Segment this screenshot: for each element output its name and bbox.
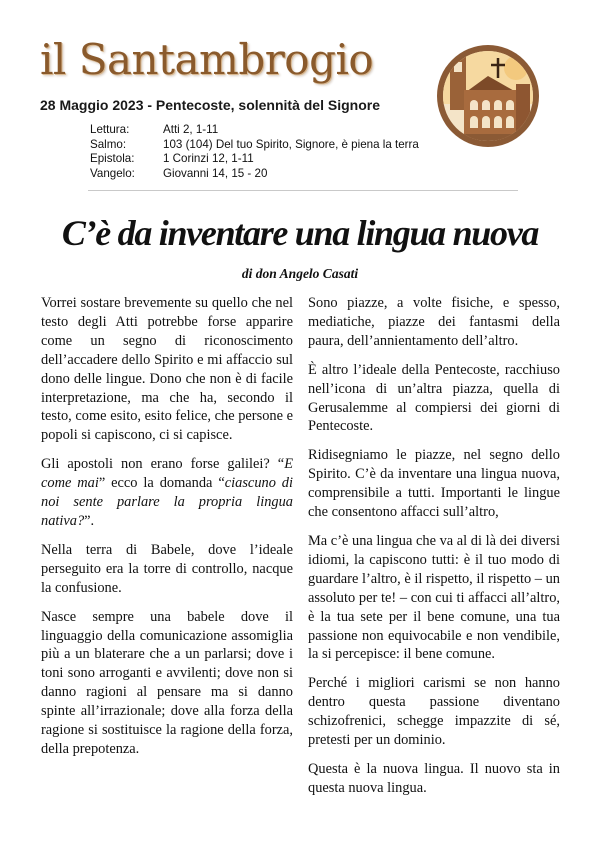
italic-quote: E come mai [41,456,293,492]
article-paragraph: Nasce sempre una babele dove il linguaggio della comunicazione assomiglia più a un blaterare che a un parlarsi; dove i toni sono arroganti e avvilenti; dove non si danno ragioni al pensare ma si danno spinte all’irrazionale; dove alla forza della ragione si sostituisce la ragione della forza, della prepotenza. [41,608,293,757]
reading-reference: 103 (104) Del tuo Spirito, Signore, è piena la terra [163,137,419,151]
header-divider [88,190,518,191]
reading-row [90,123,419,138]
article-paragraph: Vorrei sostare brevemente su quello che nel testo degli Atti potrebbe forse apparire come un segno di riconoscimento dell’accadere dello Spirito e mi affaccio sul dono delle lingue. Dono che non è di facile interpretazione, ma che ha, secondo il testo, come esito, esito felice, che persone e popoli si capiscono, ci si capisce. [41,295,293,444]
article-right-column [308,294,560,808]
text-span: Gli apostoli non erano forse galilei? “ [41,456,285,473]
article-paragraph: Nella terra di Babele, dove l’ideale perseguito era la torre di controllo, nacque la confusione. [41,541,293,596]
article-byline: di don Angelo Casati [241,266,359,281]
reading-label: Salmo: [90,137,127,151]
article-paragraph: Sono piazze, a volte fisiche, e spesso, mediatiche, piazze dei fantasmi della paura, dell’annientamento dell’altro. [308,295,560,349]
issue-date-line: 28 Maggio 2023 - Pentecoste, solennità del Signore [40,97,380,113]
church-cross-logo-icon [436,44,540,148]
masthead-title: il Santambrogio [40,35,374,84]
reading-row [90,152,419,167]
reading-row [90,167,419,182]
reading-reference: 1 Corinzi 12, 1-11 [163,152,254,165]
reading-label: Epistola: [90,152,135,165]
text-span: ”. [84,512,95,529]
article-paragraph-quote [41,455,293,531]
article-paragraph: Perché i migliori carismi se non hanno dentro questa passione diventano schizofrenici, schegge impazzite di sé, pretesti per un dominio. [308,675,560,749]
reading-reference: Giovanni 14, 15 - 20 [163,166,268,180]
article-headline: C’è da inventare una lingua nuova [61,213,539,253]
article-paragraph: È altro l’ideale della Pentecoste, racchiuso nell’icona di un’altra piazza, quella di Gerusalemme al compiersi dei giorni di Pentecoste. [308,361,560,435]
reading-reference: Atti 2, 1-11 [163,123,219,136]
italic-quote: ciascuno di noi sente parlare la propria lingua nativa? [41,475,294,529]
article-paragraph: Ma c’è una lingua che va al di là dei diversi idiomi, la capiscono tutti: è il tuo modo di guardare l’altro, è il rispetto, il rispetto – un assoluto per te! – con cui ti affacci all’altro, è la tua sete per il bene comune, una tua passione non equivocabile e non vendibile, la si percepisce: il bene comune. [308,532,560,663]
masthead [40,32,400,88]
article-paragraph: Questa è la nuova lingua. Il nuovo sta in questa nuova lingua. [308,760,560,796]
reading-label: Lettura: [90,123,130,136]
article-paragraph: Ridisegniamo le piazze, nel segno dello Spirito. C’è da inventare una lingua nuova, comprensibile a tutti. Importanti le lingue che consentono affacci sull’altro, [308,447,560,521]
text-span: ” ecco la domanda “ [98,475,225,492]
reading-row [90,138,419,153]
article-left-column [41,294,293,769]
readings-list [90,123,419,181]
reading-label: Vangelo: [90,166,135,180]
